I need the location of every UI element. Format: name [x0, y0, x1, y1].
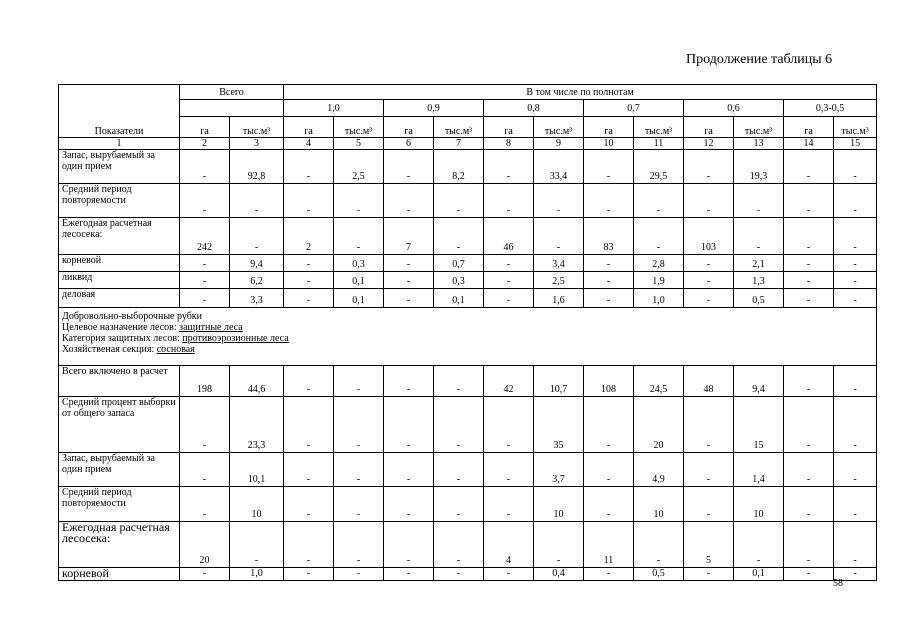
- table-cell: -: [484, 184, 534, 218]
- table-cell: -: [784, 453, 834, 487]
- header-unit-vol: тыс.м³: [534, 117, 584, 138]
- table-cell: -: [634, 184, 684, 218]
- table-cell: -: [334, 397, 384, 453]
- table-cell: -: [484, 272, 534, 289]
- table-cell: -: [834, 522, 877, 568]
- table-cell: -: [684, 150, 734, 184]
- table-cell: -: [684, 255, 734, 272]
- row-label: ликвид: [59, 272, 180, 289]
- table-cell: -: [734, 522, 784, 568]
- table-cell: -: [484, 289, 534, 308]
- table-cell: 10: [534, 487, 584, 522]
- header-unit-ha: га: [484, 117, 534, 138]
- table-cell: 4,9: [634, 453, 684, 487]
- table-cell: 103: [684, 218, 734, 255]
- table-cell: 3,4: [534, 255, 584, 272]
- column-number: 1: [59, 138, 180, 150]
- table-cell: -: [484, 255, 534, 272]
- table-cell: -: [584, 397, 634, 453]
- table-cell: -: [180, 272, 230, 289]
- table-cell: 0,7: [434, 255, 484, 272]
- table-cell: 83: [584, 218, 634, 255]
- table-cell: 10,7: [534, 366, 584, 397]
- table-cell: -: [180, 397, 230, 453]
- table-cell: -: [484, 453, 534, 487]
- table-cell: 0,3: [434, 272, 484, 289]
- table-cell: -: [784, 522, 834, 568]
- header-unit-ha: га: [784, 117, 834, 138]
- table-cell: 9,4: [230, 255, 284, 272]
- table-cell: -: [834, 272, 877, 289]
- table-cell: -: [384, 522, 434, 568]
- table-cell: -: [334, 218, 384, 255]
- header-unit-vol: тыс.м³: [434, 117, 484, 138]
- table-row: [59, 568, 877, 581]
- header-indicators: Показатели: [59, 85, 180, 138]
- table-row: [59, 184, 877, 218]
- table-cell: -: [834, 184, 877, 218]
- table-cell: -: [534, 218, 584, 255]
- column-number: 15: [834, 138, 877, 150]
- table-cell: -: [584, 255, 634, 272]
- table-cell: 2,8: [634, 255, 684, 272]
- table-cell: -: [634, 218, 684, 255]
- table-cell: 44,6: [230, 366, 284, 397]
- table-cell: -: [584, 568, 634, 581]
- table-cell: -: [484, 568, 534, 581]
- table-cell: -: [784, 255, 834, 272]
- header-density: 1,0: [284, 100, 384, 117]
- table-row: [59, 453, 877, 487]
- table-cell: -: [284, 184, 334, 218]
- table-cell: -: [334, 184, 384, 218]
- table-cell: -: [684, 397, 734, 453]
- table-cell: -: [230, 218, 284, 255]
- table-cell: -: [180, 487, 230, 522]
- table-cell: -: [284, 453, 334, 487]
- table-cell: 1,0: [634, 289, 684, 308]
- forest-felling-table: [58, 84, 877, 581]
- section-category: Категория защитных лесов: противоэрозионные леса: [62, 333, 289, 344]
- table-cell: -: [180, 255, 230, 272]
- table-cell: -: [384, 568, 434, 581]
- table-cell: -: [834, 453, 877, 487]
- header-unit-vol: тыс.м³: [334, 117, 384, 138]
- table-cell: 3,7: [534, 453, 584, 487]
- table-cell: -: [484, 487, 534, 522]
- table-cell: -: [434, 397, 484, 453]
- table-cell: -: [684, 487, 734, 522]
- header-density: 0,8: [484, 100, 584, 117]
- table-cell: -: [334, 522, 384, 568]
- table-cell: 46: [484, 218, 534, 255]
- table-cell: -: [834, 487, 877, 522]
- table-cell: -: [284, 289, 334, 308]
- table-cell: -: [684, 453, 734, 487]
- table-cell: 0,4: [534, 568, 584, 581]
- column-number: 7: [434, 138, 484, 150]
- table-cell: 1,9: [634, 272, 684, 289]
- table-cell: 0,5: [634, 568, 684, 581]
- table-cell: 2,1: [734, 255, 784, 272]
- table-cell: -: [484, 397, 534, 453]
- header-unit-vol: тыс.м³: [834, 117, 877, 138]
- row-label: корневой: [59, 568, 180, 581]
- table-cell: -: [230, 184, 284, 218]
- table-row: [59, 150, 877, 184]
- table-cell: 9,4: [734, 366, 784, 397]
- table-cell: -: [284, 522, 334, 568]
- table-row: [59, 289, 877, 308]
- table-row: [59, 218, 877, 255]
- table-cell: 33,4: [534, 150, 584, 184]
- table-cell: 1,0: [230, 568, 284, 581]
- table-cell: 1,4: [734, 453, 784, 487]
- row-label: Запас, вырубаемый за один прием: [59, 453, 180, 487]
- table-cell: -: [384, 453, 434, 487]
- table-cell: -: [734, 184, 784, 218]
- table-cell: 1,6: [534, 289, 584, 308]
- table-cell: -: [834, 568, 877, 581]
- table-cell: -: [584, 150, 634, 184]
- column-number: 9: [534, 138, 584, 150]
- table-cell: -: [284, 487, 334, 522]
- row-label: Ежегодная расчетная лесосека:: [59, 522, 180, 568]
- table-row: [59, 522, 877, 568]
- table-cell: -: [684, 184, 734, 218]
- table-cell: -: [834, 289, 877, 308]
- table-cell: 6,2: [230, 272, 284, 289]
- table-cell: -: [784, 568, 834, 581]
- table-cell: -: [284, 255, 334, 272]
- row-label: Средний период повторяемости: [59, 184, 180, 218]
- table-row: [59, 272, 877, 289]
- table-cell: -: [434, 487, 484, 522]
- table-cell: -: [284, 272, 334, 289]
- table-row: [59, 255, 877, 272]
- table-cell: -: [384, 366, 434, 397]
- table-cell: 10: [230, 487, 284, 522]
- table-cell: 4: [484, 522, 534, 568]
- header-density: 0,9: [384, 100, 484, 117]
- table-cell: -: [534, 522, 584, 568]
- section-purpose: Целевое назначение лесов: защитные леса: [62, 322, 243, 333]
- table-cell: -: [384, 487, 434, 522]
- table-cell: -: [384, 289, 434, 308]
- header-unit-vol: тыс.м³: [230, 117, 284, 138]
- table-cell: -: [734, 218, 784, 255]
- column-number: 8: [484, 138, 534, 150]
- table-cell: -: [334, 366, 384, 397]
- header-unit-ha: га: [584, 117, 634, 138]
- table-row: [59, 487, 877, 522]
- table-cell: -: [784, 218, 834, 255]
- column-number: 14: [784, 138, 834, 150]
- table-cell: -: [230, 522, 284, 568]
- table-cell: 10: [734, 487, 784, 522]
- table-cell: -: [434, 218, 484, 255]
- table-cell: 0,1: [434, 289, 484, 308]
- table-cell: -: [434, 568, 484, 581]
- table-cell: -: [434, 184, 484, 218]
- page-number: 58: [833, 578, 843, 589]
- table-cell: -: [534, 184, 584, 218]
- column-number: 4: [284, 138, 334, 150]
- table-cell: 7: [384, 218, 434, 255]
- table-cell: -: [834, 218, 877, 255]
- table-cell: -: [180, 289, 230, 308]
- table-cell: 5: [684, 522, 734, 568]
- table-cell: -: [434, 453, 484, 487]
- header-total-spacer: [180, 100, 284, 117]
- row-label: Ежегодная расчетная лесосека:: [59, 218, 180, 255]
- row-label: деловая: [59, 289, 180, 308]
- table-cell: 29,5: [634, 150, 684, 184]
- table-cell: -: [684, 272, 734, 289]
- header-density: 0,3-0,5: [784, 100, 877, 117]
- column-number: 12: [684, 138, 734, 150]
- table-cell: 8,2: [434, 150, 484, 184]
- table-cell: -: [284, 366, 334, 397]
- table-caption: Продолжение таблицы 6: [686, 52, 833, 67]
- table-cell: -: [334, 568, 384, 581]
- header-density: 0,7: [584, 100, 684, 117]
- table-cell: -: [284, 397, 334, 453]
- table-cell: 0,1: [334, 289, 384, 308]
- table-cell: 242: [180, 218, 230, 255]
- table-cell: -: [784, 289, 834, 308]
- column-number: 5: [334, 138, 384, 150]
- table-cell: -: [784, 150, 834, 184]
- table-cell: -: [584, 487, 634, 522]
- table-cell: 2: [284, 218, 334, 255]
- table-cell: 0,3: [334, 255, 384, 272]
- table-cell: 23,3: [230, 397, 284, 453]
- table-cell: -: [784, 366, 834, 397]
- column-number: 11: [634, 138, 684, 150]
- header-unit-ha: га: [284, 117, 334, 138]
- header-total: Всего: [180, 85, 284, 100]
- section-info: [59, 308, 877, 366]
- table-cell: 1,3: [734, 272, 784, 289]
- table-cell: 48: [684, 366, 734, 397]
- column-number: 6: [384, 138, 434, 150]
- table-cell: 35: [534, 397, 584, 453]
- table-cell: 11: [584, 522, 634, 568]
- table-cell: 2,5: [534, 272, 584, 289]
- table-cell: -: [834, 150, 877, 184]
- table-cell: 20: [634, 397, 684, 453]
- row-label: Средний период повторяемости: [59, 487, 180, 522]
- table-cell: -: [284, 568, 334, 581]
- row-label: Запас, вырубаемый за один прием: [59, 150, 180, 184]
- table-cell: -: [384, 272, 434, 289]
- row-label: Средний процент выборки от общего запаса: [59, 397, 180, 453]
- table-cell: 15: [734, 397, 784, 453]
- table-cell: 0,1: [334, 272, 384, 289]
- table-cell: -: [784, 487, 834, 522]
- table-cell: -: [834, 397, 877, 453]
- column-number: 10: [584, 138, 634, 150]
- table-cell: -: [634, 522, 684, 568]
- table-cell: -: [784, 272, 834, 289]
- header-density: 0,6: [684, 100, 784, 117]
- header-unit-vol: тыс.м³: [634, 117, 684, 138]
- table-cell: -: [784, 397, 834, 453]
- table-cell: -: [434, 366, 484, 397]
- table-row: [59, 397, 877, 453]
- table-row: [59, 366, 877, 397]
- table-cell: -: [834, 366, 877, 397]
- row-label: Всего включено в расчет: [59, 366, 180, 397]
- table-cell: -: [284, 150, 334, 184]
- table-cell: 24,5: [634, 366, 684, 397]
- header-unit-ha: га: [384, 117, 434, 138]
- table-cell: -: [180, 150, 230, 184]
- table-cell: -: [584, 184, 634, 218]
- table-cell: -: [180, 568, 230, 581]
- table-cell: 108: [584, 366, 634, 397]
- table-cell: 42: [484, 366, 534, 397]
- header-unit-ha: га: [180, 117, 230, 138]
- table-cell: -: [384, 255, 434, 272]
- table-cell: -: [434, 522, 484, 568]
- table-cell: 10: [634, 487, 684, 522]
- table-cell: 92,8: [230, 150, 284, 184]
- header-by-density: В том числе по полнотам: [284, 85, 877, 100]
- section-title: Добровольно-выборочные рубки: [62, 311, 203, 322]
- table-cell: -: [180, 184, 230, 218]
- table-cell: -: [334, 453, 384, 487]
- table-cell: -: [384, 184, 434, 218]
- table-cell: -: [334, 487, 384, 522]
- header-unit-vol: тыс.м³: [734, 117, 784, 138]
- column-number: 2: [180, 138, 230, 150]
- column-number: 13: [734, 138, 784, 150]
- table-cell: -: [584, 272, 634, 289]
- table-cell: 2,5: [334, 150, 384, 184]
- table-cell: -: [384, 397, 434, 453]
- table-cell: -: [684, 568, 734, 581]
- table-cell: 3,3: [230, 289, 284, 308]
- table-cell: 10,1: [230, 453, 284, 487]
- header-unit-ha: га: [684, 117, 734, 138]
- column-number: 3: [230, 138, 284, 150]
- table-cell: -: [584, 289, 634, 308]
- table-cell: -: [384, 150, 434, 184]
- table-cell: -: [180, 453, 230, 487]
- table-cell: -: [484, 150, 534, 184]
- table-cell: 0,1: [734, 568, 784, 581]
- table-cell: 19,3: [734, 150, 784, 184]
- row-label: корневой: [59, 255, 180, 272]
- table-cell: -: [784, 184, 834, 218]
- table-cell: 20: [180, 522, 230, 568]
- table-cell: -: [684, 289, 734, 308]
- table-cell: -: [834, 255, 877, 272]
- table-cell: -: [584, 453, 634, 487]
- section-economic: Хозяйственая секция: сосновая: [62, 344, 195, 355]
- table-cell: 0,5: [734, 289, 784, 308]
- table-cell: 198: [180, 366, 230, 397]
